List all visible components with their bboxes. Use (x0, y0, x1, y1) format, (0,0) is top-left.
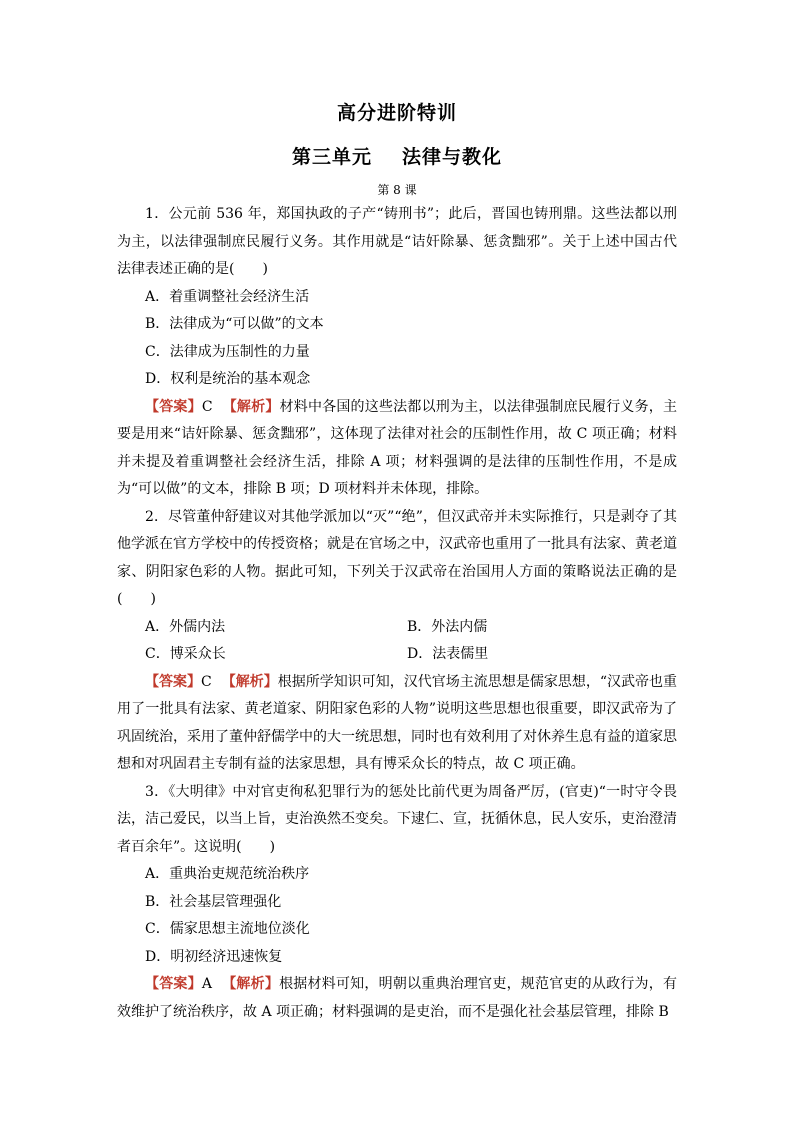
option-row (117, 614, 677, 642)
question-stem: 3．《大明律》中对官吏徇私犯罪行为的惩处比前代更为周备严厉，(官吏)“一时守令畏法，洁己爱民，以当上旨，吏治涣然丕变矣。下逮仁、宣，抚循休息，民人安乐，吏治澄清者百余年”。这说明( ) (117, 783, 677, 855)
analysis-text: 根据所学知识可知，汉代官场主流思想是儒家思想，“汉武帝也重用了一批具有法家、黄老道家、阴阳家色彩的人物”说明这些思想也很重要，即汉武帝为了巩固统治，采用了董仲舒儒学中的大一统思想，同时也有效利用了对休养生息有益的道家思想和对巩固君主专制有益的法家思想，具有博采众长的特点，故 C 项正确。 (117, 673, 678, 772)
unit-number: 第三单元 (291, 146, 372, 168)
answer-block (117, 971, 677, 1026)
option: D．明初经济迅速恢复 (145, 948, 283, 965)
document-title: 高分进阶特训 (336, 102, 457, 124)
analysis-text: 根据材料可知，明朝以重典治理官吏，规范官吏的从政行为，有效维护了统治秩序，故 A 项正确；材料强调的是吏治，而不是强化社会基层管理，排除 B (117, 976, 677, 1020)
answer-value: C (201, 398, 213, 415)
option: B．法律成为“可以做”的文本 (145, 316, 324, 332)
option: D．法表儒里 (407, 646, 489, 662)
lesson-label: 第 8 课 (377, 183, 417, 197)
analysis-text: 材料中各国的这些法都以刑为主，以法律强制庶民履行义务，主要是用来“诘奸除暴、惩贪黜邪”，这体现了法律对社会的压制性作用，故 C 项正确；材料并未提及着重调整社会经济生活，排除 A 项；材料强调的是法律的压制性作用，不是成为“可以做”的文本，排除 B 项；D 项材料并未体现，排除。 (117, 398, 678, 497)
analysis-tag: 【解析】 (222, 976, 280, 992)
unit-heading (0, 142, 794, 169)
analysis-tag: 【解析】 (222, 398, 280, 415)
analysis-tag: 【解析】 (221, 673, 278, 690)
option: B．外法内儒 (407, 618, 488, 635)
option: C．儒家思想主流地位淡化 (145, 921, 310, 937)
option: C．博采众长 (145, 646, 226, 662)
option-row (117, 641, 677, 669)
unit-name: 法律与教化 (402, 146, 503, 168)
question-stem: 1．公元前 536 年，郑国执政的子产“铸刑书”；此后，晋国也铸刑鼎。这些法都以刑为主，以法律强制庶民履行义务。其作用就是“诘奸除暴、惩贪黜邪”。关于上述中国古代法律表述正确的是( ) (117, 206, 677, 277)
option: B．社会基层管理强化 (145, 893, 282, 910)
question-stem: 2．尽管董仲舒建议对其他学派加以“灭”“绝”，但汉武帝并未实际推行，只是剥夺了其他学派在官方学校中的传授资格；就是在官场之中，汉武帝也重用了一批具有法家、黄老道家、阴阳家色彩的人物。据此可知，下列关于汉武帝在治国用人方面的策略说法正确的是( ) (117, 508, 677, 607)
answer-tag: 【答案】 (145, 398, 202, 415)
answer-tag: 【答案】 (145, 673, 202, 690)
option: D．权利是统治的基本观念 (145, 371, 311, 387)
option: A．重典治吏规范统治秩序 (145, 866, 310, 882)
option: A．外儒内法 (145, 618, 226, 635)
answer-value: A (201, 976, 212, 992)
question-list (117, 201, 677, 1026)
option: A．着重调整社会经济生活 (145, 288, 310, 305)
answer-block (117, 669, 677, 779)
answer-block (117, 394, 677, 504)
option: C．法律成为压制性的力量 (145, 343, 310, 360)
answer-value: C (201, 673, 212, 690)
answer-tag: 【答案】 (145, 976, 202, 992)
